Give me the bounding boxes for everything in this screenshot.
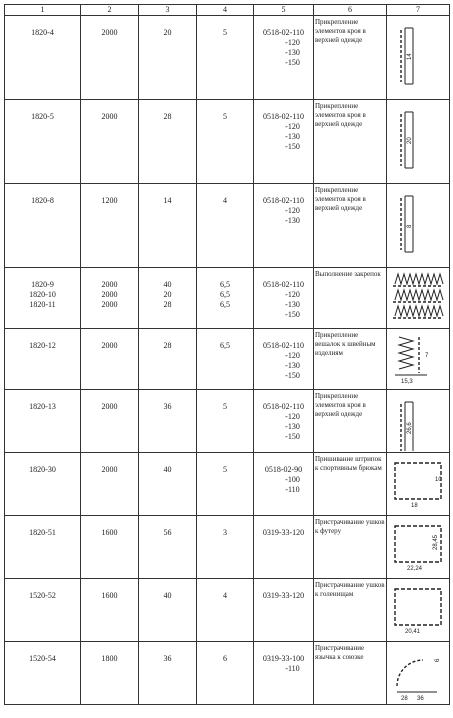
stitch-diagram-cell (387, 642, 450, 705)
cell-value: 4 (223, 196, 227, 205)
cell-value: 2000 (101, 280, 118, 289)
cell-c3 (139, 184, 197, 268)
stitch-rect (395, 589, 441, 625)
cell-c3 (139, 579, 197, 642)
cell-c5 (254, 579, 314, 642)
cell-c2 (81, 268, 139, 329)
cell-c2 (81, 184, 139, 268)
stitch-diagram-cell (387, 329, 450, 390)
table-row (5, 390, 450, 453)
cell-c3 (139, 100, 197, 184)
stitch-diagram-cell (387, 16, 450, 100)
table-row (5, 184, 450, 268)
cell-value: 5 (223, 465, 227, 474)
cell-c2 (81, 390, 139, 453)
cell-c5 (254, 453, 314, 516)
cell-value: 2000 (101, 341, 118, 350)
cell-value: 0518-02-110 (262, 112, 305, 121)
zigzag-stitch (395, 290, 443, 300)
stitch-diagram (387, 516, 449, 577)
cell-value: 0319-33-120 (262, 528, 305, 537)
cell-value: -150 (285, 432, 300, 441)
cell-value: 6,5 (220, 300, 230, 309)
cell-value: -120 (285, 206, 300, 215)
dimension-label: 20 (407, 137, 413, 144)
cell-value: -120 (285, 290, 300, 299)
table-row (5, 453, 450, 516)
cell-value: -150 (285, 58, 300, 67)
cell-c4 (197, 516, 254, 579)
cell-c1 (5, 100, 81, 184)
cell-c5 (254, 268, 314, 329)
cell-value: 1820-4 (31, 28, 54, 37)
cell-value: 5 (223, 112, 227, 121)
cell-value: 1600 (101, 528, 118, 537)
cell-c2 (81, 329, 139, 390)
cell-value: 6,5 (220, 341, 230, 350)
tongue-arc (397, 660, 423, 686)
stitch-diagram-cell (387, 390, 450, 453)
cell-c5 (254, 184, 314, 268)
operation-description: Прикрепление вешалок к швейным изделиям (314, 329, 387, 390)
dimension-label: 22,24 (407, 566, 423, 572)
cell-value: 28 (163, 341, 172, 350)
stitch-diagram (387, 453, 449, 514)
cell-value: 0518-02-110 (262, 341, 305, 350)
cell-value: 6 (223, 654, 227, 663)
column-header: 1 (5, 5, 81, 16)
cell-value: -130 (285, 300, 300, 309)
cell-c5 (254, 390, 314, 453)
cell-value: 1820-5 (31, 112, 54, 121)
dimension-label: 36 (417, 696, 424, 702)
operation-description: Пристрачивание ушков к футеру (314, 516, 387, 579)
cell-c1 (5, 453, 81, 516)
header-row (5, 5, 450, 16)
operation-description: Прикрепление элементов кроя в верхней одежде (314, 390, 387, 453)
column-header: 7 (387, 5, 450, 16)
cell-value: 1820-12 (29, 341, 56, 350)
column-header: 2 (81, 5, 139, 16)
cell-value: 2000 (101, 402, 118, 411)
cell-value: 1820-13 (29, 402, 56, 411)
cell-c1 (5, 390, 81, 453)
cell-c3 (139, 642, 197, 705)
stitch-diagram (387, 100, 449, 182)
cell-c2 (81, 516, 139, 579)
zigzag-stitch (395, 274, 443, 284)
cell-value: 6,5 (220, 290, 230, 299)
cell-value: 1520-54 (29, 654, 56, 663)
dimension-label: 6 (435, 658, 441, 662)
cell-value: 20 (163, 28, 172, 37)
cell-c1 (5, 268, 81, 329)
hanger-stitch (399, 337, 413, 369)
cell-value: 40 (163, 280, 172, 289)
cell-value: 6,5 (220, 280, 230, 289)
cell-value: -110 (285, 485, 300, 494)
cell-c4 (197, 642, 254, 705)
cell-value: -120 (285, 38, 300, 47)
operation-description: Прикрепление элементов кроя в верхней одежде (314, 100, 387, 184)
cell-value: 36 (163, 402, 172, 411)
cell-value: 1820-51 (29, 528, 56, 537)
cell-c5 (254, 329, 314, 390)
cell-c4 (197, 16, 254, 100)
cell-value: -150 (285, 310, 300, 319)
spec-table (4, 4, 450, 705)
column-header: 3 (139, 5, 197, 16)
cell-value: 1600 (101, 591, 118, 600)
cell-value: 0518-02-110 (262, 280, 305, 289)
table-row (5, 329, 450, 390)
cell-value: 40 (163, 591, 172, 600)
table-row (5, 16, 450, 100)
cell-value: 1820-11 (29, 300, 56, 309)
cell-c5 (254, 16, 314, 100)
cell-value: 0518-02-110 (262, 28, 305, 37)
operation-description: Прикрепление элементов кроя в верхней одежде (314, 184, 387, 268)
cell-value: 0319-33-120 (262, 591, 305, 600)
cell-c4 (197, 579, 254, 642)
cell-c4 (197, 268, 254, 329)
cell-c3 (139, 16, 197, 100)
cell-c4 (197, 453, 254, 516)
cell-value: 3 (223, 528, 227, 537)
cell-value: 14 (163, 196, 172, 205)
cell-value: 1200 (101, 196, 118, 205)
table-row (5, 642, 450, 705)
operation-description: Прикрепление элементов кроя в верхней одежде (314, 16, 387, 100)
cell-value: -130 (285, 48, 300, 57)
cell-value: 28 (163, 300, 172, 309)
cell-c5 (254, 100, 314, 184)
stitch-diagram-cell (387, 453, 450, 516)
cell-c1 (5, 184, 81, 268)
cell-c1 (5, 516, 81, 579)
cell-value: 5 (223, 402, 227, 411)
cell-c3 (139, 453, 197, 516)
cell-value: 20 (163, 290, 172, 299)
dimension-label: 14 (407, 53, 413, 60)
cell-c2 (81, 579, 139, 642)
cell-c4 (197, 390, 254, 453)
cell-c4 (197, 100, 254, 184)
dimension-label: 28 (401, 696, 408, 702)
cell-c2 (81, 642, 139, 705)
cell-value: 1820-9 (31, 280, 54, 289)
dimension-label: 20,41 (405, 629, 421, 635)
stitch-diagram-cell (387, 516, 450, 579)
stitch-diagram (387, 16, 449, 98)
operation-description: Пришивание штрипок к спортивным брюкам (314, 453, 387, 516)
cell-value: -150 (285, 371, 300, 380)
cell-value: -120 (285, 122, 300, 131)
cell-value: 1800 (101, 654, 118, 663)
stitch-diagram-cell (387, 268, 450, 329)
cell-c3 (139, 329, 197, 390)
table-row (5, 268, 450, 329)
cell-value: -130 (285, 422, 300, 431)
dimension-label: 28,45 (433, 534, 439, 550)
cell-value: 1820-30 (29, 465, 56, 474)
cell-value: 56 (163, 528, 172, 537)
cell-c3 (139, 390, 197, 453)
cell-value: 2000 (101, 28, 118, 37)
cell-value: 36 (163, 654, 172, 663)
dimension-label: 10 (435, 477, 442, 483)
cell-value: 0518-02-110 (262, 196, 305, 205)
cell-value: -130 (285, 216, 300, 225)
stitch-diagram (387, 329, 449, 388)
cell-c3 (139, 516, 197, 579)
cell-value: -130 (285, 361, 300, 370)
dimension-label: 26,6 (407, 422, 413, 434)
cell-value: -100 (285, 475, 300, 484)
cell-value: 28 (163, 112, 172, 121)
cell-value: -110 (285, 664, 300, 673)
cell-value: -130 (285, 132, 300, 141)
stitch-diagram-cell (387, 579, 450, 642)
dimension-label: 7 (425, 353, 429, 359)
stitch-diagram-cell (387, 184, 450, 268)
cell-value: 2000 (101, 112, 118, 121)
cell-value: 0319-33-100 (262, 654, 305, 663)
cell-value: -120 (285, 351, 300, 360)
operation-description: Выполнение закрепок (314, 268, 387, 329)
cell-c1 (5, 579, 81, 642)
operation-description: Пристрачивание ушков к голенищам (314, 579, 387, 642)
zigzag-stitch (395, 306, 443, 316)
cell-value: 2000 (101, 290, 118, 299)
table-row (5, 516, 450, 579)
cell-c2 (81, 16, 139, 100)
column-header: 4 (197, 5, 254, 16)
cell-c4 (197, 184, 254, 268)
table-row (5, 579, 450, 642)
operation-description: Пристрачивание язычка к союзке (314, 642, 387, 705)
cell-value: -120 (285, 412, 300, 421)
cell-c5 (254, 516, 314, 579)
cell-c2 (81, 453, 139, 516)
cell-value: 1820-10 (29, 290, 56, 299)
dimension-label: 15,3 (401, 379, 413, 385)
cell-c1 (5, 16, 81, 100)
stitch-diagram-cell (387, 100, 450, 184)
cell-c1 (5, 329, 81, 390)
cell-value: -150 (285, 142, 300, 151)
dimension-label: 8 (407, 224, 413, 228)
stitch-diagram (387, 184, 449, 266)
cell-value: 5 (223, 28, 227, 37)
cell-value: 0518-02-110 (262, 402, 305, 411)
cell-c5 (254, 642, 314, 705)
dimension-label: 18 (411, 503, 418, 509)
stitch-diagram (387, 390, 449, 451)
cell-value: 1520-52 (29, 591, 56, 600)
column-header: 5 (254, 5, 314, 16)
stitch-diagram (387, 642, 449, 703)
cell-value: 1820-8 (31, 196, 54, 205)
cell-c2 (81, 100, 139, 184)
table-row (5, 100, 450, 184)
cell-value: 4 (223, 591, 227, 600)
cell-value: 40 (163, 465, 172, 474)
cell-value: 2000 (101, 300, 118, 309)
cell-value: 0518-02-90 (264, 465, 303, 474)
cell-value: 2000 (101, 465, 118, 474)
cell-c4 (197, 329, 254, 390)
stitch-diagram (387, 268, 449, 327)
stitch-diagram (387, 579, 449, 640)
cell-c3 (139, 268, 197, 329)
cell-c1 (5, 642, 81, 705)
column-header: 6 (314, 5, 387, 16)
